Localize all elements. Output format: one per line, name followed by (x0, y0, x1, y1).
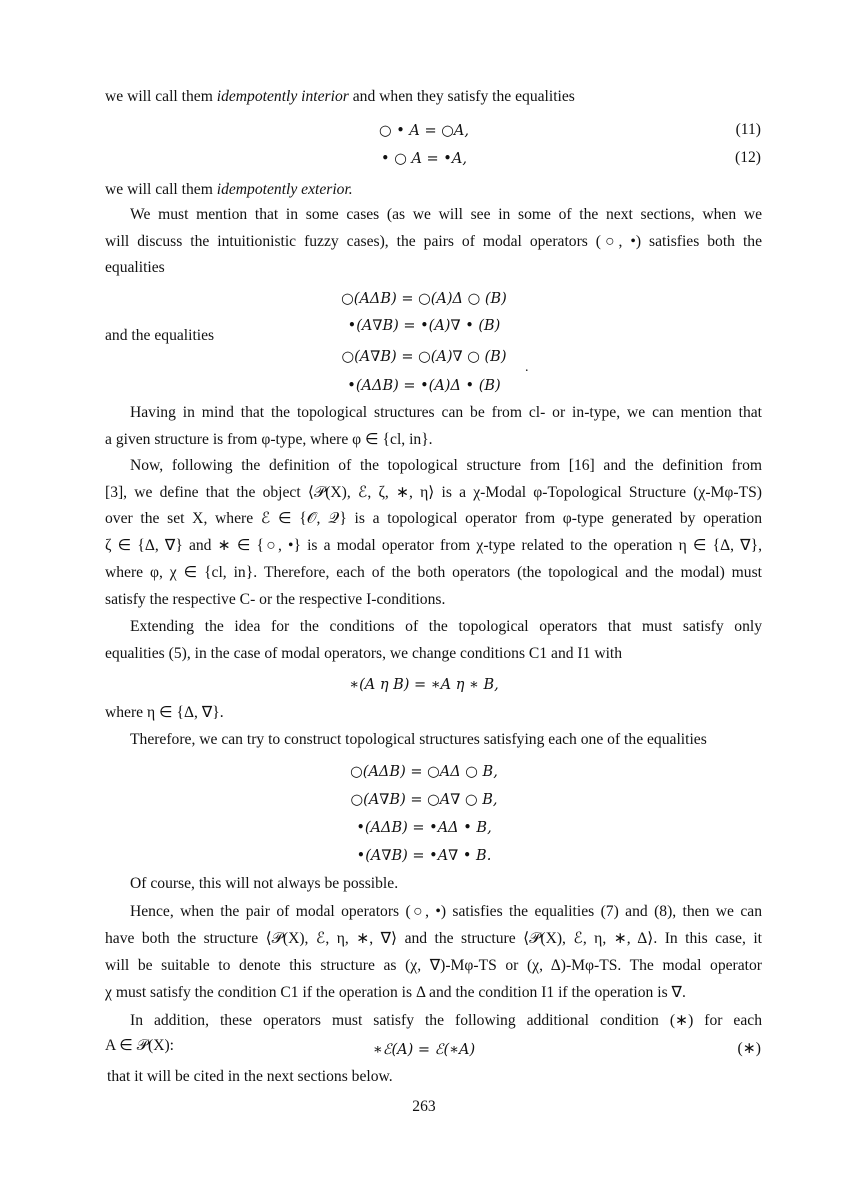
text-line: We must mention that in some cases (as we will see in some of the next sections, when we (130, 206, 762, 223)
equation-12 (0, 148, 848, 169)
equation (0, 288, 848, 309)
text-line: that it will be cited in the next sections below. (107, 1068, 393, 1085)
text-line: equalities (105, 259, 165, 276)
text-span: and when they satisfy the equalities (348, 88, 575, 105)
text-line: will be suitable to denote this structure as (χ, ∇)-Mφ-TS or (χ, Δ)-Mφ-TS. The modal operator (105, 957, 762, 974)
page-number: 263 (412, 1098, 436, 1115)
equation-number: (∗) (737, 1040, 761, 1057)
equation (0, 761, 848, 782)
equation (0, 845, 848, 866)
text-line: have both the structure ⟨𝒫(X), ℰ, η, ∗, ∇⟩ and the structure ⟨𝒫(X), ℰ, η, ∗, Δ⟩. In this case, it (105, 930, 762, 947)
equation-body: •(AΔB) = •AΔ • B, (356, 820, 492, 836)
equation-star (0, 1039, 848, 1060)
text-line: Therefore, we can try to construct topological structures satisfying each one of the equalities (130, 731, 707, 748)
text-span: we will call them (105, 88, 217, 105)
equation-body: •(AΔB) = •(A)Δ • (B) (347, 378, 501, 394)
text-line: where φ, χ ∈ {cl, in}. Therefore, each of the both operators (the topological and the modal) must (105, 564, 762, 581)
equation (0, 817, 848, 838)
text-line (105, 87, 762, 107)
text-span: we will call them (105, 181, 217, 198)
text-line: over the set X, where ℰ ∈ {𝒪, 𝒬} is a topological operator from φ-type generated by operation (105, 510, 762, 527)
equation (0, 674, 848, 695)
equation (0, 346, 848, 367)
stray-dot: . (525, 360, 529, 375)
equation (0, 375, 848, 396)
equation-body: ○(A∇B) = ○(A)∇ ○ (B) (341, 349, 507, 365)
text-line: a given structure is from φ-type, where φ ∈ {cl, in}. (105, 431, 433, 448)
equation-body: ∗(A η B) = ∗A η ∗ B, (349, 677, 499, 693)
equation-body: • ○ A = •A, (381, 151, 467, 167)
emphasis-term: idempotently interior (216, 88, 349, 105)
text-line: will discuss the intuitionistic fuzzy cases), the pairs of modal operators (○, •) satisfies both the (105, 233, 762, 250)
text-line: [3], we define that the object ⟨𝒫(X), ℰ, ζ, ∗, η⟩ is a χ-Modal φ-Topological Structure (χ-Mφ-TS) (105, 484, 762, 501)
equation-body: ○(A∇B) = ○A∇ ○ B, (350, 792, 498, 808)
equation-body: ○ • A = ○A, (379, 123, 469, 139)
text-line: χ must satisfy the condition C1 if the operation is Δ and the condition I1 if the operation is ∇. (105, 984, 686, 1001)
text-line (105, 180, 762, 200)
text-line: Extending the idea for the conditions of the topological operators that must satisfy only (130, 618, 762, 635)
text-line: where η ∈ {Δ, ∇}. (105, 704, 224, 721)
text-line: In addition, these operators must satisfy the following additional condition (∗) for each (130, 1012, 762, 1029)
equation-11 (0, 120, 848, 141)
text-line: Having in mind that the topological structures can be from cl- or in-type, we can mention that (130, 404, 762, 421)
equation-body: •(A∇B) = •(A)∇ • (B) (347, 318, 501, 334)
text-line: equalities (5), in the case of modal operators, we change conditions C1 and I1 with (105, 645, 623, 662)
text-line: ζ ∈ {Δ, ∇} and ∗ ∈ {○, •} is a modal operator from χ-type related to the operation η ∈ {Δ, ∇}, (105, 537, 762, 554)
equation-body: ∗ℰ(A) = ℰ(∗A) (372, 1042, 476, 1058)
text-line: A ∈ 𝒫(X): (105, 1037, 175, 1054)
equation-body: •(A∇B) = •A∇ • B. (356, 848, 492, 864)
equation-body: ○(AΔB) = ○AΔ ○ B, (350, 764, 498, 780)
equation-number: (11) (735, 121, 761, 138)
text-line: Now, following the definition of the topological structure from [16] and the definition from (130, 457, 762, 474)
emphasis-term: idempotently exterior. (216, 181, 353, 198)
text-line: Of course, this will not always be possible. (130, 875, 399, 892)
text-line: satisfy the respective C- or the respective I-conditions. (105, 591, 446, 608)
equation (0, 789, 848, 810)
text-line: Hence, when the pair of modal operators (○, •) satisfies the equalities (7) and (8), then we can (130, 903, 762, 920)
equation-body: ○(AΔB) = ○(A)Δ ○ (B) (341, 291, 507, 307)
text-line: and the equalities (105, 327, 215, 344)
equation-number: (12) (735, 149, 761, 166)
